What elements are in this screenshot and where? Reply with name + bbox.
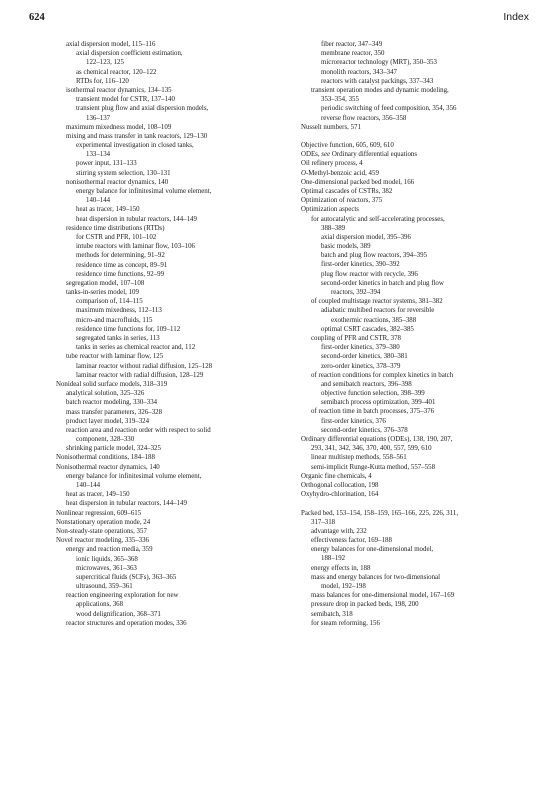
index-entry: Packed bed, 153–154, 158–159, 165–166, 225, 226, 311,	[301, 509, 459, 517]
index-entry: first-order kinetics, 390–392	[321, 261, 400, 269]
index-entry: heat as tracer, 149–150	[66, 491, 130, 499]
index-entry: isothermal reactor dynamics, 134–135	[66, 86, 172, 94]
index-entry: laminar reactor without radial diffusion, 125–128	[76, 362, 213, 370]
index-entry: comparison of, 114–115	[76, 298, 143, 306]
index-entry: Nonlinear regression, 609–615	[56, 509, 142, 517]
index-entry: plug flow reactor with recycle, 396	[321, 270, 418, 278]
index-entry: RTDs for, 116–120	[76, 77, 129, 85]
index-entry: reactor structures and operation modes, 336	[66, 619, 187, 627]
index-entry: shrinking particle model, 324–325	[66, 445, 161, 453]
index-entry: transient model for CSTR, 137–140	[76, 96, 175, 104]
index-entry: fiber reactor, 347–349	[321, 41, 383, 48]
index-entry: semibatch process optimization, 399–401	[321, 399, 436, 407]
index-entry: Optimal cascades of CSTRs, 382	[301, 187, 393, 195]
index-entry: pressure drop in packed beds, 198, 200	[311, 601, 419, 609]
index-entry: second-order kinetics, 380–381	[321, 353, 408, 361]
index-entry: Orthogonal collocation, 198	[301, 481, 379, 489]
index-entry: product layer model, 319–324	[66, 417, 150, 425]
page-header	[29, 11, 529, 23]
index-entry: 293, 341, 342, 346, 370, 400, 557, 599, 610	[311, 445, 432, 453]
index-entry: 122–123, 125	[86, 59, 124, 67]
index-entry: mass transfer parameters, 326–328	[66, 408, 163, 416]
index-entry: transient operation modes and dynamic modeling,	[311, 86, 449, 94]
index-entry: 317–318	[311, 518, 336, 526]
index-entry: microwaves, 361–363	[76, 564, 137, 572]
index-entry: of coupled multistage reactor systems, 381–382	[311, 298, 443, 306]
index-entry: wood delignification, 368–371	[76, 610, 161, 618]
index-entry: analytical solution, 325–326	[66, 390, 145, 398]
index-entry: applications, 368	[76, 601, 124, 609]
index-entry: residence time as concept, 89–91	[76, 261, 168, 269]
index-entry: effectiveness factor, 169–188	[311, 537, 392, 545]
index-entry: residence time distributions (RTDs)	[66, 224, 165, 232]
index-entry: second-order kinetics in batch and plug flow	[321, 279, 444, 287]
index-entry: semibatch, 318	[311, 610, 353, 618]
index-entry: coupling of PFR and CSTR, 378	[311, 334, 401, 342]
index-entry: optimal CSRT cascades, 382–385	[321, 325, 414, 333]
index-entry: heat dispersion in tubular reactors, 144–149	[66, 500, 187, 508]
index-entry: Nonstationary operation mode, 24	[56, 518, 151, 526]
index-entry: for autocatalytic and self-accelerating processes,	[311, 215, 445, 223]
index-entry: laminar reactor with radial diffusion, 128–129	[76, 371, 204, 379]
index-entry: Optimization aspects	[301, 206, 359, 214]
index-entry: first-order kinetics, 376	[321, 417, 386, 425]
index-entry: Optimization of reactors, 375	[301, 197, 383, 205]
index-entry: tanks-in-series model, 109	[66, 289, 139, 297]
index-entry: second-order kinetics, 376–378	[321, 426, 408, 434]
index-entry: batch and plug flow reactors, 394–395	[321, 252, 428, 260]
index-entry: reverse flow reactors, 356–358	[321, 114, 407, 122]
index-entry: heat dispersion in tubular reactors, 144–149	[76, 215, 197, 223]
index-entry: Nonideal solid surface models, 318–319	[56, 380, 168, 388]
index-entry: energy and reaction media, 359	[66, 546, 153, 554]
index-entry: 133–134	[86, 151, 111, 159]
page-number: 624	[29, 12, 45, 23]
index-entry: residence time functions for, 109–112	[76, 325, 181, 333]
index-entry: membrane reactor, 350	[321, 50, 385, 58]
index-spacer	[301, 499, 529, 508]
index-entry: batch reactor modeling, 330–334	[66, 399, 158, 407]
index-entry: of reaction conditions for complex kinetics in batch	[311, 371, 454, 379]
index-entry: 353–354, 355	[321, 96, 359, 104]
index-entry: power input, 131–133	[76, 160, 137, 168]
index-entry: axial dispersion coefficient estimation,	[76, 50, 183, 58]
index-entry: Oil refinery process, 4	[301, 160, 363, 168]
index-entry: reactors, 392–394	[331, 289, 381, 297]
index-entry: advantage with, 232	[311, 527, 367, 535]
index-entry: 388–389	[321, 224, 346, 232]
index-entry: axial dispersion model, 115–116	[66, 41, 156, 48]
index-entry: heat as tracer, 149–150	[76, 206, 140, 214]
index-entry: supercritical fluids (SCFs), 363–365	[76, 573, 177, 581]
index-entry: Novel reactor modeling, 335–336	[56, 537, 149, 545]
index-column-right	[301, 40, 529, 628]
index-entry: component, 328–330	[76, 436, 135, 444]
index-entry: periodic switching of feed composition, 354, 356	[321, 105, 457, 113]
index-entry: model, 192–198	[321, 583, 366, 591]
index-entry: first-order kinetics, 379–380	[321, 344, 400, 352]
index-entry: experimental investigation in closed tanks,	[76, 142, 194, 150]
index-entry: segregated tanks in series, 113	[76, 335, 160, 342]
index-entry: exothermic reactions, 385–388	[331, 316, 417, 324]
index-entry: microreactor technology (MRT), 350–353	[321, 59, 437, 67]
index-entry: and semibatch reactors, 396–398	[321, 380, 412, 388]
index-entry: monolith reactors, 343–347	[321, 68, 397, 76]
index-entry: maximum mixedness model, 108–109	[66, 123, 172, 131]
index-entry: for CSTR and PFR, 101–102	[76, 233, 157, 241]
index-entry: energy balance for infinitesimal volume element,	[66, 472, 202, 480]
index-entry: ODEs, see Ordinary differential equations	[301, 151, 418, 159]
index-entry: energy balances for one-dimensional model,	[311, 546, 434, 554]
index-entry: Nonisothermal conditions, 184–188	[56, 454, 155, 462]
index-entry: ionic liquids, 365–368	[76, 555, 138, 563]
index-entry: reaction engineering exploration for new	[66, 592, 179, 600]
index-entry: energy balance for infinitesimal volume element,	[76, 188, 212, 195]
index-entry: Nonisothermal reactor dynamics, 140	[56, 463, 160, 471]
index-column-left	[56, 40, 294, 628]
index-entry: axial dispersion model, 395–396	[321, 233, 411, 241]
index-entry: One-dimensional packed bed model, 166	[301, 178, 415, 186]
index-entry: adiabatic multibed reactors for reversible	[321, 307, 435, 315]
index-entry: 188–192	[321, 555, 346, 563]
index-entry: as chemical reactor, 120–122	[76, 68, 157, 76]
index-entry: objective function selection, 398–399	[321, 390, 425, 398]
index-entry: energy effects in, 188	[311, 564, 371, 572]
index-entry: mass balances for one-dimensional model, 167–169	[311, 592, 455, 600]
index-entry: 140–144	[76, 482, 101, 489]
index-entry: ultrasound, 359–361	[76, 583, 133, 591]
index-entry: tanks in series as chemical reactor and, 112	[76, 344, 196, 352]
index-entry: reactors with catalyst packings, 337–343	[321, 77, 434, 85]
index-entry: micro-and macrofluids, 115	[76, 316, 153, 324]
index-entry: O-Methyl-benzoic acid, 459	[301, 169, 379, 177]
index-entry: Ordinary differential equations (ODEs), 138, 190, 207,	[301, 436, 453, 444]
running-head: Index	[503, 11, 529, 23]
index-spacer	[301, 132, 529, 141]
index-entry: Nusselt numbers, 571	[301, 123, 361, 131]
index-entry: for steam reforming, 156	[311, 619, 380, 627]
index-entry: residence time functions, 92–99	[76, 270, 165, 278]
index-entry: Oxyhydro-chlorination, 164	[301, 491, 379, 499]
index-entry: 136–137	[86, 114, 111, 122]
index-entry: nonisothermal reactor dynamics, 140	[66, 178, 169, 186]
index-entry: linear multistep methods, 558–561	[311, 454, 407, 462]
index-entry: zero-order kinetics, 378–379	[321, 362, 401, 370]
index-entry: tube reactor with laminar flow, 125	[66, 353, 164, 361]
index-entry: Non-steady-state operations, 357	[56, 527, 147, 535]
index-entry: of reaction time in batch processes, 375–376	[311, 408, 435, 416]
index-entry: semi-implicit Runge-Kutta method, 557–558	[311, 463, 436, 471]
index-entry: Objective function, 605, 609, 610	[301, 142, 394, 150]
index-entry: mixing and mass transfer in tank reactors, 129–130	[66, 132, 208, 140]
index-entry: segregation model, 107–108	[66, 279, 145, 287]
index-entry: 140–144	[86, 197, 111, 205]
index-entry: stirring system selection, 130–131	[76, 169, 171, 177]
index-entry: Organic fine chemicals, 4	[301, 472, 372, 480]
index-entry: basic models, 389	[321, 243, 371, 251]
index-entry: reaction area and reaction order with respect to solid	[66, 426, 211, 434]
index-entry: mass and energy balances for two-dimensional	[311, 573, 441, 581]
index-entry: maximum mixedness, 112–113	[76, 307, 162, 315]
index-entry: methods for determining, 91–92	[76, 252, 165, 260]
index-entry: intube reactors with laminar flow, 103–106	[76, 243, 195, 251]
index-entry: transient plug flow and axial dispersion models,	[76, 105, 209, 113]
